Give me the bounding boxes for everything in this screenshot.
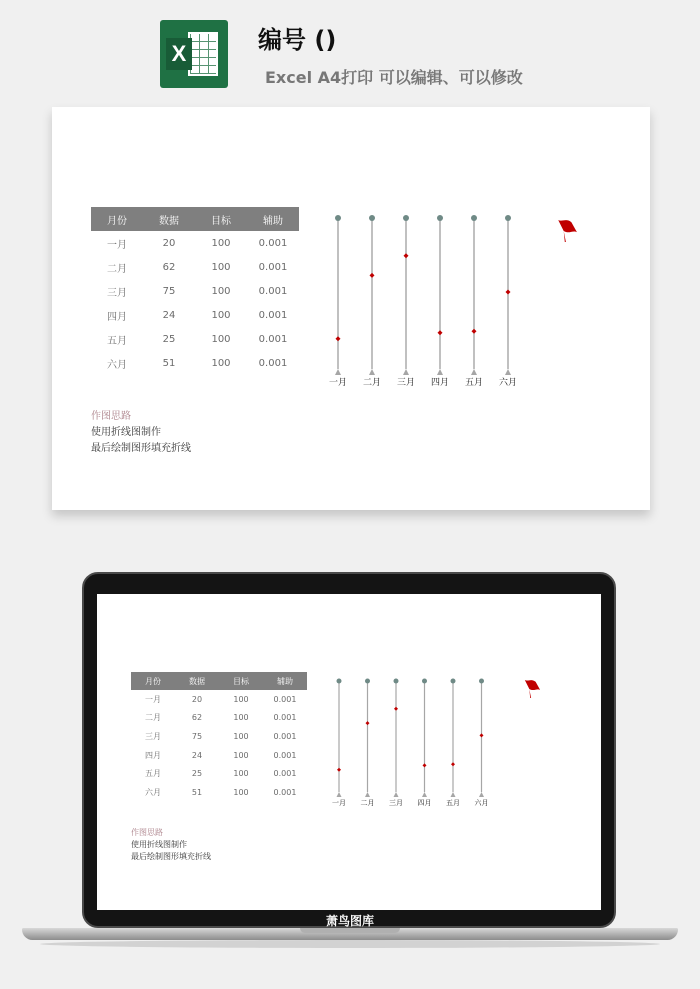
table-cell: 100 — [211, 333, 231, 345]
red-flag-icon — [556, 217, 578, 245]
pole-base-triangle — [422, 792, 427, 797]
table-cell: 二月 — [107, 263, 127, 275]
table-cell: 51 — [162, 357, 176, 369]
table-cell: 一月 — [107, 239, 127, 251]
table-row — [131, 709, 307, 728]
laptop-shadow — [40, 940, 660, 948]
page-subtitle: Excel A4打印 可以编辑、可以修改 — [265, 68, 523, 87]
table-cell: 100 — [211, 309, 231, 321]
table-cell: 100 — [233, 769, 249, 779]
table-cell: 二月 — [145, 713, 161, 723]
table-cell: 五月 — [107, 335, 127, 347]
table-cell: 0.001 — [273, 694, 297, 704]
excel-logo-icon — [160, 20, 228, 88]
value-marker — [423, 763, 427, 767]
target-dot — [365, 679, 370, 684]
target-dot — [451, 679, 456, 684]
table-row — [131, 746, 307, 765]
table-cell: 四月 — [107, 311, 127, 323]
flag-shape — [525, 680, 540, 698]
table-cell: 0.001 — [273, 731, 297, 741]
pole-base-triangle — [451, 792, 456, 797]
table-row — [131, 783, 307, 802]
table-cell: 0.001 — [258, 309, 288, 321]
column-header: 月份 — [131, 672, 175, 690]
table-cell: 75 — [191, 731, 203, 741]
data-table — [131, 672, 307, 802]
target-dot — [394, 679, 399, 684]
target-dot — [505, 215, 511, 221]
table-cell: 100 — [233, 713, 249, 723]
lollipop-chart — [319, 674, 489, 814]
target-dot — [422, 679, 427, 684]
value-marker — [336, 336, 341, 341]
column-header: 目标 — [219, 672, 263, 690]
table-cell: 四月 — [145, 750, 161, 760]
notes-line: 最后绘制图形填充折线 — [131, 852, 211, 861]
table-row — [91, 327, 299, 351]
table-row — [91, 351, 299, 375]
table-cell: 51 — [191, 787, 203, 797]
value-marker — [366, 721, 370, 725]
table-cell: 100 — [233, 694, 249, 704]
flag-shape — [558, 220, 577, 242]
table-header-row — [131, 672, 307, 690]
pole-base-triangle — [505, 369, 511, 375]
x-tick-label: 六月 — [498, 378, 518, 388]
table-cell: 20 — [162, 237, 176, 249]
table-cell: 75 — [162, 285, 176, 297]
table-cell: 100 — [211, 285, 231, 297]
x-tick-label: 六月 — [474, 799, 489, 807]
table-cell: 100 — [211, 261, 231, 273]
notes-line: 使用折线图制作 — [91, 427, 161, 438]
table-cell: 0.001 — [258, 357, 288, 369]
value-marker — [506, 289, 511, 294]
table-cell: 25 — [191, 769, 203, 779]
table-cell: 24 — [162, 309, 176, 321]
table-row — [131, 727, 307, 746]
column-header: 数据 — [143, 207, 195, 231]
x-tick-label: 二月 — [362, 378, 382, 388]
red-flag-icon — [523, 678, 541, 700]
x-tick-label: 二月 — [360, 799, 375, 807]
value-marker — [370, 273, 375, 278]
table-cell: 0.001 — [273, 787, 297, 797]
pole-base-triangle — [403, 369, 409, 375]
table-cell: 三月 — [107, 287, 127, 299]
notes-heading: 作图思路 — [131, 828, 163, 837]
value-marker — [337, 768, 341, 772]
table-cell: 20 — [191, 694, 203, 704]
table-cell: 六月 — [145, 787, 161, 797]
table-row — [91, 279, 299, 303]
table-cell: 100 — [211, 237, 231, 249]
value-marker — [472, 329, 477, 334]
notes-heading: 作图思路 — [91, 411, 131, 422]
header — [0, 0, 700, 100]
table-cell: 一月 — [145, 694, 161, 704]
excel-grid-shape — [190, 34, 216, 74]
x-tick-label: 五月 — [446, 799, 460, 807]
x-tick-label: 四月 — [430, 378, 450, 388]
table-cell: 0.001 — [258, 333, 288, 345]
table-cell: 24 — [191, 750, 203, 760]
x-tick-label: 一月 — [332, 799, 346, 807]
table-cell: 62 — [191, 713, 203, 723]
x-tick-label: 四月 — [417, 799, 432, 807]
column-header: 辅助 — [263, 672, 307, 690]
table-cell: 0.001 — [258, 285, 288, 297]
data-table — [91, 207, 299, 375]
sheet-preview — [52, 107, 650, 510]
notes-line: 最后绘制图形填充折线 — [91, 443, 191, 454]
table-cell: 六月 — [107, 359, 127, 371]
column-header: 辅助 — [247, 207, 299, 231]
table-cell: 0.001 — [258, 261, 288, 273]
table-cell: 0.001 — [273, 713, 297, 723]
table-row — [91, 303, 299, 327]
table-cell: 100 — [233, 787, 249, 797]
pole-base-triangle — [369, 369, 375, 375]
table-cell: 100 — [233, 731, 249, 741]
lollipop-chart — [322, 209, 522, 394]
x-tick-label: 三月 — [396, 378, 416, 388]
target-dot — [337, 679, 342, 684]
value-marker — [451, 762, 455, 766]
table-cell: 三月 — [145, 731, 161, 741]
target-dot — [471, 215, 477, 221]
column-header: 数据 — [175, 672, 219, 690]
table-row — [131, 690, 307, 709]
laptop-screen — [97, 594, 601, 910]
target-dot — [335, 215, 341, 221]
laptop-notch — [300, 928, 400, 933]
table-cell: 100 — [233, 750, 249, 760]
value-marker — [480, 733, 484, 737]
pole-base-triangle — [365, 792, 370, 797]
excel-x-letter: X — [166, 38, 192, 70]
value-marker — [394, 707, 398, 711]
pole-base-triangle — [394, 792, 399, 797]
column-header: 目标 — [195, 207, 247, 231]
laptop-brand-label: 萧鸟图库 — [325, 914, 374, 928]
value-marker — [404, 253, 409, 258]
notes-line: 使用折线图制作 — [131, 840, 187, 849]
target-dot — [479, 679, 484, 684]
table-row — [91, 255, 299, 279]
table-cell: 0.001 — [258, 237, 288, 249]
target-dot — [437, 215, 443, 221]
pole-base-triangle — [337, 792, 342, 797]
target-dot — [369, 215, 375, 221]
table-cell: 62 — [162, 261, 176, 273]
value-marker — [438, 330, 443, 335]
pole-base-triangle — [479, 792, 484, 797]
x-tick-label: 五月 — [464, 378, 484, 388]
column-header: 月份 — [91, 207, 143, 231]
table-cell: 25 — [162, 333, 176, 345]
page-title: 编号 () — [258, 26, 337, 54]
pole-base-triangle — [437, 369, 443, 375]
x-tick-label: 三月 — [389, 799, 403, 807]
pole-base-triangle — [335, 369, 341, 375]
table-cell: 五月 — [145, 769, 161, 779]
table-header-row — [91, 207, 299, 231]
pole-base-triangle — [471, 369, 477, 375]
table-cell: 0.001 — [273, 750, 297, 760]
x-tick-label: 一月 — [328, 378, 348, 388]
table-cell: 0.001 — [273, 769, 297, 779]
target-dot — [403, 215, 409, 221]
table-row — [91, 231, 299, 255]
table-cell: 100 — [211, 357, 231, 369]
table-row — [131, 764, 307, 783]
